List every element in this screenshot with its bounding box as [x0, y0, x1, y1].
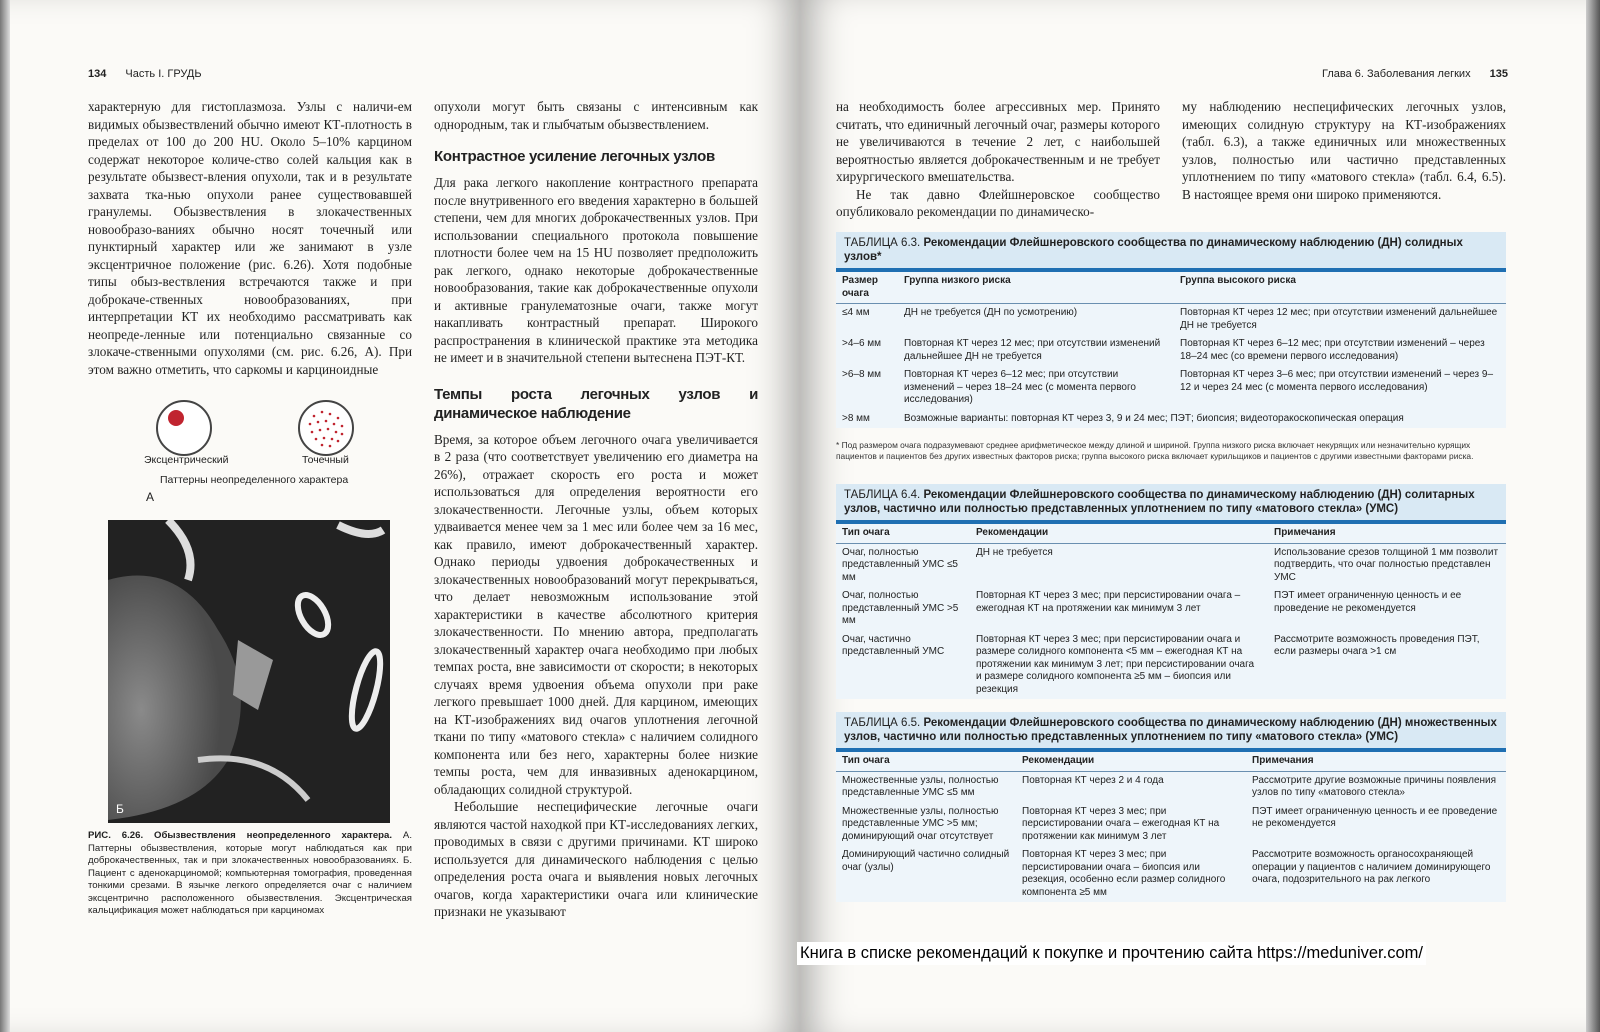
- table-cell: Доминирующий частично солидный очаг (узлы): [842, 849, 1010, 873]
- page-edge: [1586, 0, 1600, 1032]
- table-row: [836, 846, 1506, 902]
- panel-b-label: Б: [116, 802, 124, 816]
- column-header: Размер очага: [836, 272, 898, 304]
- panel-a-label: А: [146, 490, 155, 504]
- table-cell: Очаг, полностью представленный УМС ≤5 мм: [842, 546, 958, 583]
- table-cell: Повторная КТ через 3–6 мес; при отсутствии изменений – через 9–12 и через 24 мес (с момента первого исследования): [1180, 369, 1494, 393]
- table-row: [836, 803, 1506, 847]
- page-number: 134: [88, 68, 107, 80]
- punctate-label: Точечный: [302, 454, 349, 466]
- table-title: [836, 712, 1506, 752]
- table-row: [836, 366, 1506, 410]
- right-column-2: [1182, 98, 1506, 203]
- column-header: Примечания: [1246, 752, 1506, 771]
- caption-title: РИС. 6.26. Обызвествления неопределенного характера.: [88, 830, 393, 841]
- table-cell: Повторная КТ через 6–12 мес; при отсутствии изменений – через 18–24 мес (с момента первого исследования): [904, 369, 1136, 405]
- table-cell: Повторная КТ через 3 мес; при персистировании очага – ежегодная КТ на протяжении как минимум 3 лет: [976, 590, 1241, 614]
- table-cell: Множественные узлы, полностью представленные УМС ≤5 мм: [842, 774, 999, 798]
- table-grid: [836, 752, 1506, 902]
- table-cell: ДН не требуется: [976, 546, 1053, 558]
- right-column-1: [836, 98, 1160, 221]
- table-label: ТАБЛИЦА 6.5.: [844, 717, 921, 729]
- left-running-head: [88, 68, 202, 80]
- table-cell: ДН не требуется (ДН по усмотрению): [904, 307, 1078, 318]
- table-cell: Повторная КТ через 2 и 4 года: [1022, 774, 1164, 786]
- table-heading: Рекомендации Флейшнеровского сообщества по динамическому наблюдению (ДН) солидных узлов*: [844, 237, 1463, 263]
- ct-scan-image: [108, 520, 390, 823]
- column-header: Тип очага: [836, 752, 1016, 771]
- table-cell: Повторная КТ через 6–12 мес; при отсутствии изменений – через 18–24 мес (со времени первого исследования): [1180, 338, 1485, 362]
- punctate-dots: [300, 402, 352, 454]
- left-column-1: [88, 98, 412, 378]
- page-number: 135: [1489, 68, 1508, 80]
- section-heading: Контрастное усиление легочных узлов: [434, 148, 715, 165]
- punctate-pattern-circle: [298, 400, 354, 456]
- column-header: Тип очага: [836, 524, 970, 543]
- paragraph: на необходимость более агрессивных мер. Принято считать, что единичный легочный очаг, размеры которого не увеличиваются в течение 2 лет, с наибольшей вероятностью является доброкачественным и не требует хирургического вмешательства.: [836, 99, 1160, 184]
- table-label: ТАБЛИЦА 6.4.: [844, 489, 921, 501]
- table-row: [836, 587, 1506, 631]
- table-row: [836, 335, 1506, 366]
- paragraph: Время, за которое объем легочного очага увеличивается в 2 раза (что соответствует увеличению его диаметра на 26%), отражает скорость его роста и может использоваться для определения вероятности его злокачественности. Легочные узлы, объем которых удваивается менее чем за 1 мес или более чем за 16 мес, как правило, имеют доброкачественный характер. Однако периоды удвоения доброкачественных и злокачественных новообразований могут перекрываться, что делает невозможным использование этой характеристики в качестве абсолютного критерия злокачественности. По мнению автора, предполагать злокачественный характер очага необходимо при любых темпах роста, вне зависимости от скорости; в некоторых случаях время удвоения объема опухоли при раке легкого превышает 1000 дней. Для карцином, имеющих на КТ-изображениях вид очагов уплотнения легочной ткани по типу «матового стекла» с наличием солидного компонента или без него, характерны более низкие темпы роста, чем для инвазивных аденокарцином, обладающих солидной структурой.: [434, 431, 758, 797]
- table-6-5: [836, 712, 1506, 902]
- table-title: [836, 232, 1506, 272]
- figure-caption: [88, 830, 412, 918]
- table-cell: ≤4 мм: [842, 307, 870, 318]
- table-grid: [836, 272, 1506, 428]
- paragraph: Небольшие неспецифические легочные очаги являются частой находкой при КТ-исследованиях легких, проводимых в связи с другими причинами. КТ широко используется для динамического наблюдения с целью определения роста очага и выявления новых легочных очагов, когда характеристики очага или клинические признаки не указывают: [434, 799, 758, 919]
- table-cell: ПЭТ имеет ограниченную ценность и ее проведение не рекомендуется: [1274, 590, 1462, 614]
- column-header: Рекомендации: [1016, 752, 1246, 771]
- table-cell: Очаг, полностью представленный УМС >5 мм: [842, 590, 959, 626]
- table-row: [836, 631, 1506, 700]
- calcification-patterns-figure: [110, 400, 430, 510]
- eccentric-label: Эксцентрический: [144, 454, 229, 466]
- table-cell: Повторная КТ через 12 мес; при отсутствии изменений дальнейшее ДН не требуется: [1180, 307, 1498, 331]
- table-header-row: [836, 524, 1506, 543]
- column-header: Рекомендации: [970, 524, 1268, 543]
- table-row: [836, 304, 1506, 336]
- table-6-3: [836, 232, 1506, 428]
- table-cell: Повторная КТ через 3 мес; при персистировании очага – биопсия или резекция, особенно если размер солидного компонента ≥5 мм: [1022, 849, 1226, 898]
- table-cell: Повторная КТ через 12 мес; при отсутствии изменений дальнейшее ДН не требуется: [904, 338, 1161, 362]
- table-cell: Повторная КТ через 3 мес; при персистировании очага и размере солидного компонента <5 мм – ежегодная КТ на протяжении как минимум 3 лет; при персистировании очага и размере солидного компонента ≥5 мм – биопсия или резекция: [976, 633, 1255, 695]
- table-cell: >8 мм: [842, 412, 870, 424]
- table-heading: Рекомендации Флейшнеровского сообщества по динамическому наблюдению (ДН) солитарных узлов, частично или полностью представленных уплотнением по типу «матового стекла» (УМС): [844, 489, 1475, 515]
- patterns-label: Паттерны неопределенного характера: [160, 474, 349, 486]
- promo-watermark-text: Книга в списке рекомендаций к покупке и прочтению сайта https://meduniver.com/: [797, 942, 1426, 965]
- caption-text: А. Паттерны обызвествления, которые могут наблюдаться как при доброкачественных, так и при злокачественных новообразованиях. Б. Пациент с аденокарциномой; компьютерная томография, проведенная тонкими срезами. В язычке легкого определяется очаг с наличием эксцентрично расположенного обызвествления. Эксцентрическая кальцификация может наблюдаться при карциномах: [88, 830, 412, 916]
- paragraph: Не так давно Флейшнеровское сообщество опубликовало рекомендации по динамическо-: [836, 186, 1160, 219]
- column-header: Группа высокого риска: [1174, 272, 1506, 304]
- column-header: Группа низкого риска: [898, 272, 1174, 304]
- paragraph: опухоли могут быть связаны с интенсивным как однородным, так и глыбчатым обызвествлением.: [434, 99, 758, 132]
- table-title: [836, 484, 1506, 524]
- table-cell: >4–6 мм: [842, 338, 882, 349]
- table-label: ТАБЛИЦА 6.3.: [844, 237, 921, 249]
- table-cell: Рассмотрите другие возможные причины появления узлов по типу «матового стекла»: [1252, 774, 1497, 798]
- table-cell: Множественные узлы, полностью представленные УМС >5 мм; доминирующий очаг отсутствует: [842, 805, 999, 842]
- table-cell: Повторная КТ через 3 мес; при персистировании очага – ежегодная КТ на протяжении как минимум 3 лет: [1022, 805, 1220, 842]
- eccentric-pattern-circle: [156, 400, 212, 456]
- table-heading: Рекомендации Флейшнеровского сообщества по динамическому наблюдению (ДН) множественных узлов, частично или полностью представленных уплотнением по типу «матового стекла» (УМС): [844, 717, 1497, 743]
- column-header: Примечания: [1268, 524, 1506, 543]
- table-cell: Рассмотрите возможность органосохраняющей операции у пациентов с наличием доминирующего очага, подозрительного на рак легкого: [1252, 849, 1491, 885]
- left-column-2: [434, 98, 758, 921]
- table-header-row: [836, 272, 1506, 304]
- table-cell: Очаг, частично представленный УМС: [842, 633, 945, 657]
- eccentric-calcification-dot: [168, 410, 184, 426]
- table-cell: Рассмотрите возможность проведения ПЭТ, если размеры очага >1 см: [1274, 633, 1480, 657]
- table-row: [836, 543, 1506, 587]
- table-cell: ПЭТ имеет ограниченную ценность и ее проведение не рекомендуется: [1252, 805, 1498, 829]
- paragraph: му наблюдению неспецифических легочных узлов, имеющих солидную структуру на КТ-изображениях (табл. 6.3), а также единичных или множественных узлов, полностью или частично представленных уплотнением по типу «матового стекла» (табл. 6.4, 6.5). В настоящее время они широко применяются.: [1182, 99, 1506, 202]
- table-row: [836, 771, 1506, 803]
- table-grid: [836, 524, 1506, 699]
- table-footnote: * Под размером очага подразумевают среднее арифметическое между длиной и шириной. Группа низкого риска включает некурящих или незначительно курящих пациентов и пациентов без других известных факторов риска; группа высокого риска включает курильщиков и пациентов с другими известными факторами риска.: [836, 440, 1474, 461]
- table-cell: Использование срезов толщиной 1 мм позволит подтвердить, что очаг полностью представлен УМС: [1274, 546, 1499, 583]
- table-cell: Возможные варианты: повторная КТ через 3, 9 и 24 мес; ПЭТ; биопсия; видеоторакоскопическая операция: [904, 412, 1404, 424]
- paragraph: Для рака легкого накопление контрастного препарата после внутривенного его введения характерно в большей степени, чем для многих доброкачественных узлов. При использовании специального протокола повышение плотности более чем на 15 HU позволяет предположить рак легкого, однако некоторые доброкачественные новообразования, такие как доброкачественные опухоли и активные гранулематозные очаги, также могут накапливать контрастный препарат. Широкого распространения в клинической практике эта методика не имеет и в значительной степени вытеснена ПЭТ-КТ.: [434, 175, 758, 365]
- table-cell: >6–8 мм: [842, 369, 882, 380]
- section-title: Часть I. ГРУДЬ: [125, 68, 202, 80]
- right-running-head: [1322, 68, 1508, 80]
- table-row: [836, 410, 1506, 429]
- table-header-row: [836, 752, 1506, 771]
- page-edge: [0, 0, 10, 1032]
- section-title: Глава 6. Заболевания легких: [1322, 68, 1471, 80]
- paragraph: характерную для гистоплазмоза. Узлы с наличи-ем видимых обызвествлений обычно имеют КТ-плотность в пределах от 100 до 200 HU. Около 5–10% карцином содержат некоторое количе-ство солей кальция как в результате обызвест-вления опухоли, так и в результате захвата тка-нью опухоли ранее существовавшей гранулемы. Обызвествления в злокачественных новообразо-ваниях обычно носят точечный или пунктирный характер или же занимают в узле эксцентричное положение (рис. 6.26). Хотя подобные типы обыз-вествления встречаются также и при доброкаче-ственных новообразованиях, при интерпретации КТ их необходимо рассматривать как неопреде-ленные или потенциально связанные со злокаче-ственными опухолями (см. рис. 6.26, А). При этом важно отметить, что саркомы и карциноидные: [88, 99, 412, 377]
- section-heading: Темпы роста легочных узлов и динамическое наблюдение: [434, 385, 758, 422]
- ct-scan-drawing: [108, 520, 390, 823]
- table-6-4: [836, 484, 1506, 699]
